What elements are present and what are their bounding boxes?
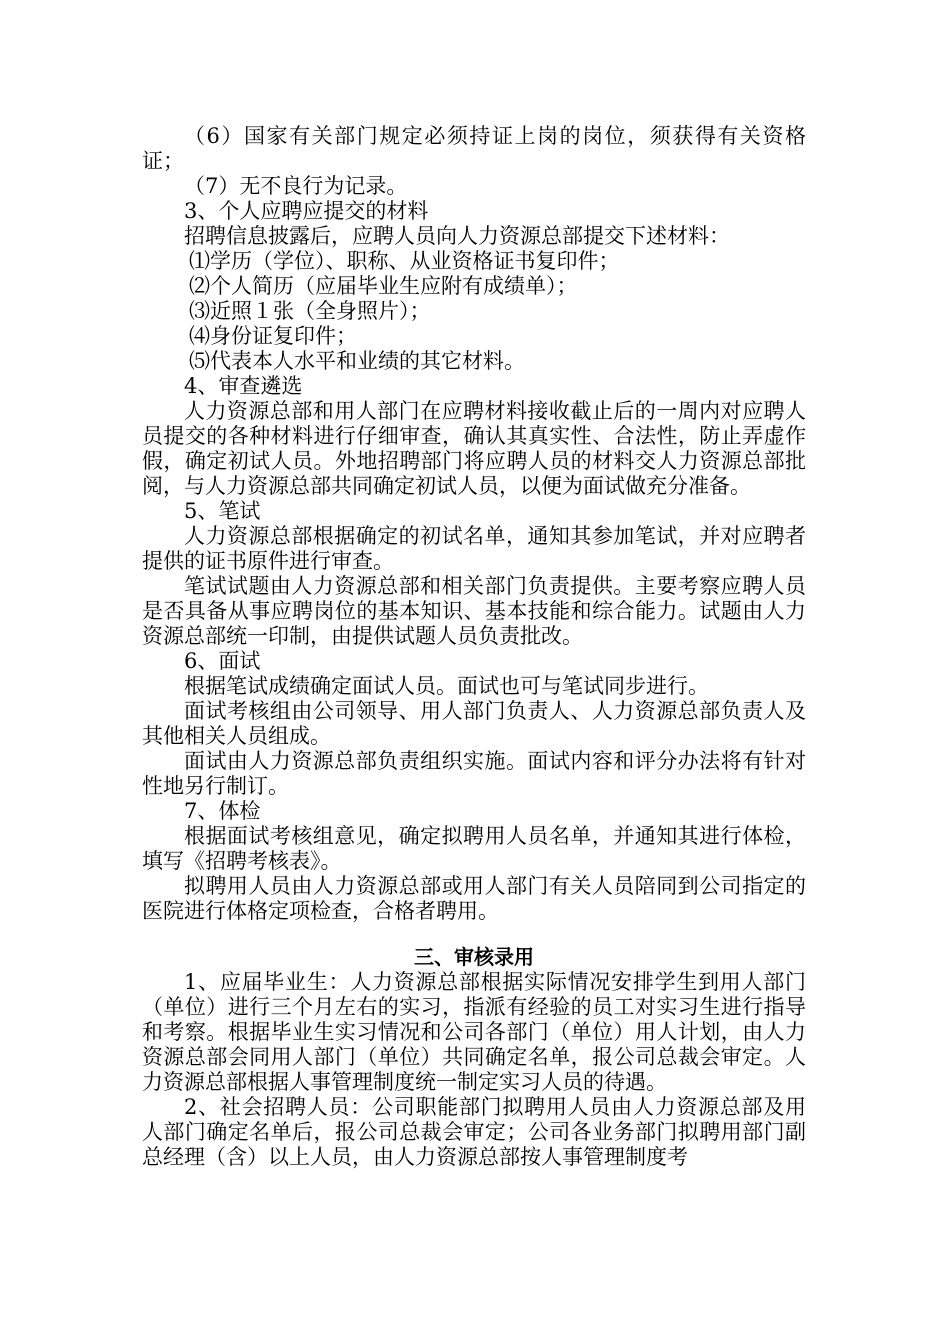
paragraph-qualification-7: （7）无不良行为记录。 <box>184 174 408 198</box>
paragraph-materials-intro: 招聘信息披露后，应聘人员向人力资源总部提交下述材料： <box>184 224 730 248</box>
paragraph-medical-exam-1: 根据面试考核组意见，确定拟聘用人员名单，并通知其进行体检，填写《招聘考核表》。 <box>142 824 806 873</box>
section-heading: 三、审核录用 <box>414 945 534 969</box>
paragraph-graduates: 1、应届毕业生：人力资源总部根据实际情况安排学生到用人部门（单位）进行三个月左右的实习，指派有经验的员工对实习生进行指导和考察。根据毕业生实习情况和公司各部门（单位）用人计划，由人力资源总部会同用人部门（单位）共同确定名单，报公司总裁会审定。人力资源总部根据人事管理制度统一制定实习人员的待遇。 <box>142 970 806 1094</box>
list-item-material-5: ⑸代表本人水平和业绩的其它材料。 <box>189 349 525 373</box>
section-spacer <box>142 924 806 945</box>
subheading-screening: 4、审查遴选 <box>184 374 303 398</box>
paragraph-written-test-1: 人力资源总部根据确定的初试名单，通知其参加笔试，并对应聘者提供的证书原件进行审查。 <box>142 524 806 573</box>
paragraph-interview-3: 面试由人力资源总部负责组织实施。面试内容和评分办法将有针对性地另行制订。 <box>142 749 806 798</box>
paragraph-interview-2: 面试考核组由公司领导、用人部门负责人、人力资源总部负责人及其他相关人员组成。 <box>142 699 806 748</box>
paragraph-interview-1: 根据笔试成绩确定面试人员。面试也可与笔试同步进行。 <box>184 674 709 698</box>
paragraph-medical-exam-2: 拟聘用人员由人力资源总部或用人部门有关人员陪同到公司指定的医院进行体格定项检查，合格者聘用。 <box>142 874 806 923</box>
list-item-material-3: ⑶近照１张（全身照片）； <box>189 299 431 323</box>
list-item-material-1: ⑴学历（学位）、职称、从业资格证书复印件； <box>189 249 620 273</box>
paragraph-screening: 人力资源总部和用人部门在应聘材料接收截止后的一周内对应聘人员提交的各种材料进行仔细审查，确认其真实性、合法性，防止弄虚作假，确定初试人员。外地招聘部门将应聘人员的材料交人力资源总部批阅，与人力资源总部共同确定初试人员，以便为面试做充分准备。 <box>142 399 806 498</box>
list-item-material-2: ⑵个人简历（应届毕业生应附有成绩单）； <box>189 274 578 298</box>
subheading-written-test: 5、笔试 <box>184 499 261 523</box>
document-body <box>142 124 806 1170</box>
paragraph-qualification-6: （6）国家有关部门规定必须持证上岗的岗位，须获得有关资格证； <box>142 124 806 173</box>
paragraph-social-recruits: 2、社会招聘人员：公司职能部门拟聘用人员由人力资源总部及用人部门确定名单后，报公司总裁会审定；公司各业务部门拟聘用部门副总经理（含）以上人员，由人力资源总部按人事管理制度考 <box>142 1095 806 1169</box>
subheading-medical-exam: 7、体检 <box>184 799 261 823</box>
subheading-materials: 3、个人应聘应提交的材料 <box>184 199 429 223</box>
list-item-material-4: ⑷身份证复印件； <box>189 324 357 348</box>
subheading-interview: 6、面试 <box>184 649 261 673</box>
paragraph-written-test-2: 笔试试题由人力资源总部和相关部门负责提供。主要考察应聘人员是否具备从事应聘岗位的基本知识、基本技能和综合能力。试题由人力资源总部统一印制，由提供试题人员负责批改。 <box>142 574 806 648</box>
